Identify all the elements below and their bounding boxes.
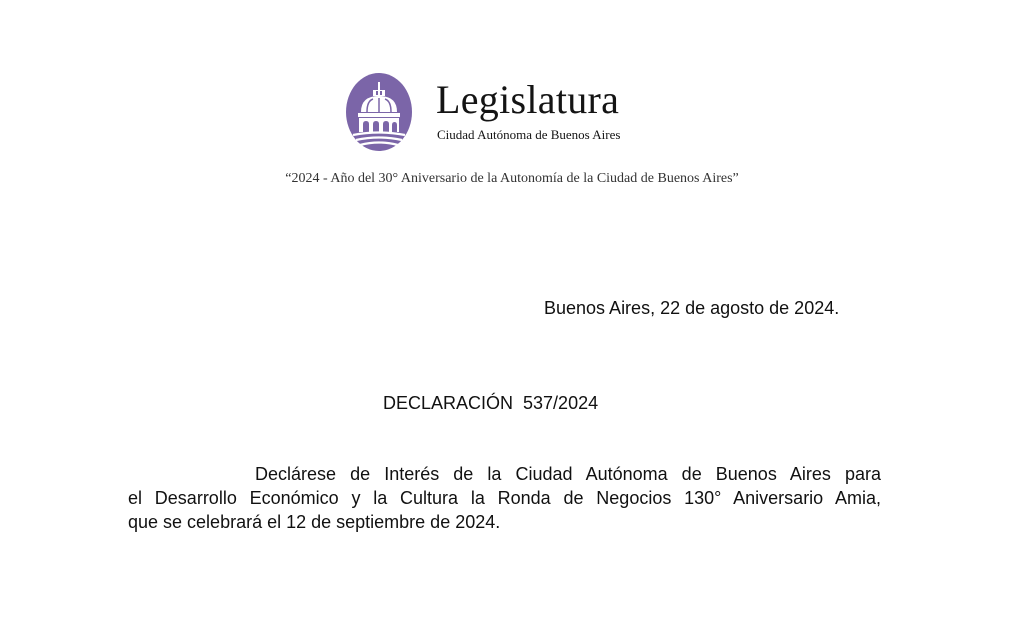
date-line: Buenos Aires, 22 de agosto de 2024. [544,298,840,318]
body-line-2: el Desarrollo Económico y la Cultura la Ronda de Negocios 130° Aniversario Amia, [128,488,881,508]
year-motto: “2024 - Año del 30° Aniversario de la Autonomía de la Ciudad de Buenos Aires” [285,171,739,186]
legislature-dome-icon [345,72,413,152]
body-line-1: Declárese de Interés de la Ciudad Autónoma de Buenos Aires para [255,464,881,484]
declaration-title: DECLARACIÓN 537/2024 [383,393,599,413]
letterhead-logo [345,72,645,156]
logo-title: Legislatura [436,77,620,122]
body-line-3: que se celebrará el 12 de septiembre de 2024. [128,512,501,532]
declaration-body [128,462,881,534]
logo-subtitle: Ciudad Autónoma de Buenos Aires [437,127,621,142]
